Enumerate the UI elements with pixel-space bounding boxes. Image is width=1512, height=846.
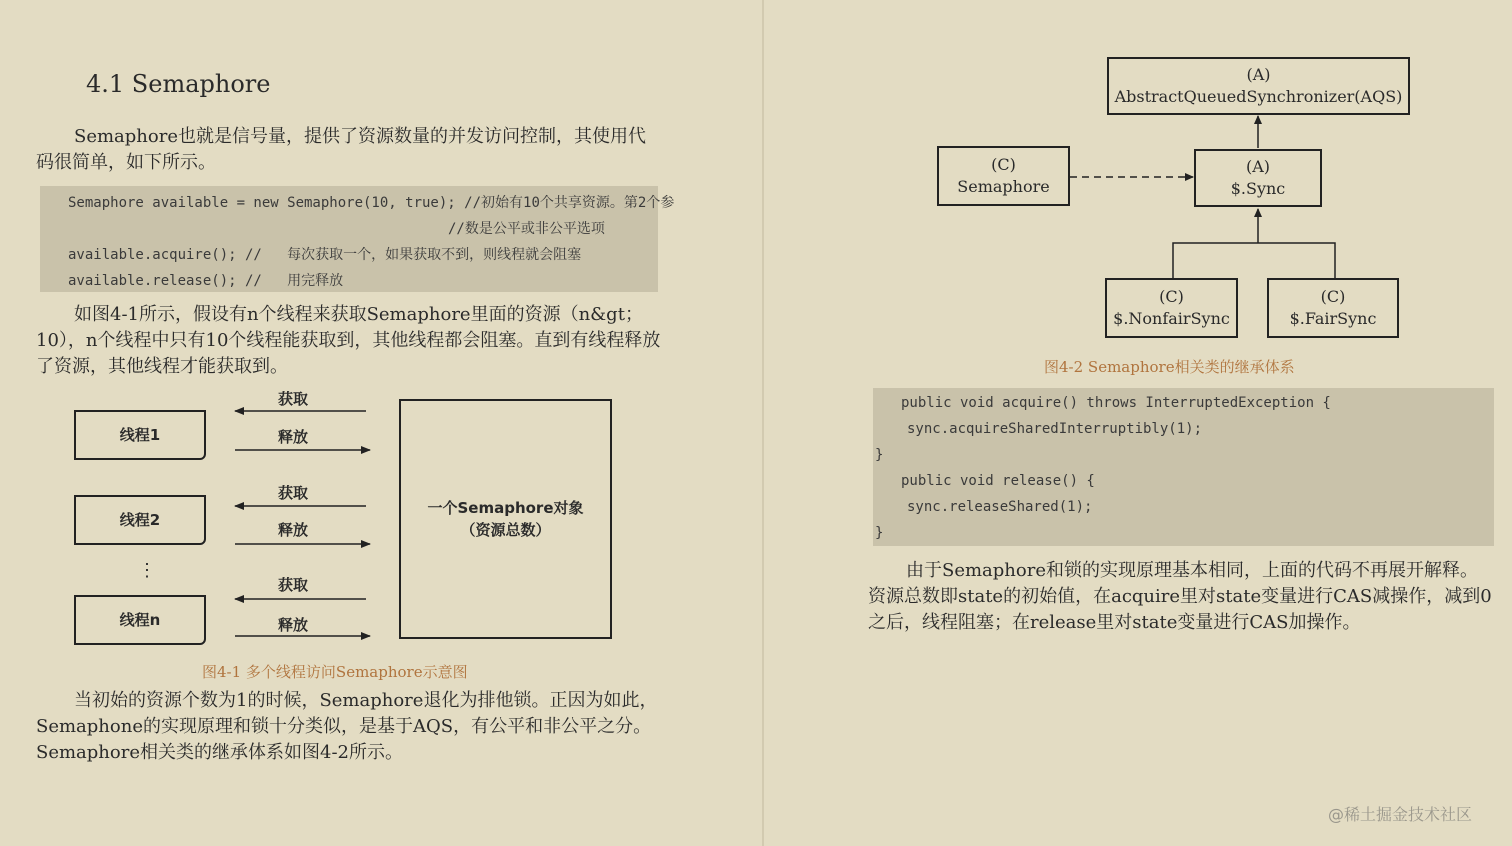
acquire-release-code bbox=[873, 388, 1494, 546]
code-text: available.release(); // bbox=[68, 273, 262, 289]
code-line-6: } bbox=[875, 525, 884, 541]
release-label-3: 释放 bbox=[278, 616, 309, 634]
thread-2-box: 线程2 bbox=[74, 495, 206, 545]
acquire-label-2: 获取 bbox=[278, 484, 309, 502]
implementation-paragraph bbox=[868, 558, 1494, 636]
code-line-4: public void release() { bbox=[901, 473, 1095, 489]
code-line-5: sync.releaseShared(1); bbox=[907, 499, 1093, 515]
code-comment: 用完释放 bbox=[287, 273, 344, 289]
implementation-text: 由于Semaphore和锁的实现原理基本相同，上面的代码不再展开解释。资源总数即state的初始值，在acquire里对state变量进行CAS减操作，减到0之后，线程阻塞；在release里对state变量进行CAS加操作。 bbox=[868, 560, 1492, 633]
acquire-label-3: 获取 bbox=[278, 576, 309, 594]
semaphore-object-label: 一个Semaphore对象 bbox=[427, 499, 584, 517]
subclass-branches bbox=[1173, 243, 1335, 278]
thread-1-box: 线程1 bbox=[74, 410, 206, 460]
code-line-2: sync.acquireSharedInterruptibly(1); bbox=[907, 421, 1203, 437]
resource-total-label: （资源总数） bbox=[460, 521, 551, 539]
watermark: @稀土掘金技术社区 bbox=[1328, 805, 1473, 824]
ellipsis-dots: ⋮ bbox=[138, 560, 156, 581]
semaphore-class-box bbox=[937, 146, 1070, 206]
code-line-3: } bbox=[875, 447, 884, 463]
figure-4-2-caption: 图4-2 Semaphore相关类的继承体系 bbox=[1044, 358, 1295, 376]
code-line-1: public void acquire() throws InterruptedException { bbox=[901, 395, 1331, 411]
semaphore-tag: (C) bbox=[991, 155, 1016, 174]
code-comment: //初始有10个共享资源。第2个参 bbox=[464, 195, 675, 211]
aqs-text: 当初始的资源个数为1的时候，Semaphore退化为排他锁。正因为如此，Semaphone的实现原理和锁十分类似，是基于AQS，有公平和非公平之分。Semaphore相关类的继承体系如图4-2所示。 bbox=[36, 690, 658, 763]
nonfairsync-name: $.NonfairSync bbox=[1113, 309, 1230, 328]
sync-class-box bbox=[1194, 149, 1322, 207]
fairsync-class-box bbox=[1267, 278, 1399, 338]
release-label-1: 释放 bbox=[278, 428, 309, 446]
aqs-name: AbstractQueuedSynchronizer(AQS) bbox=[1114, 87, 1403, 106]
threads-text: 如图4-1所示，假设有n个线程来获取Semaphore里面的资源（n&gt；10），n个线程中只有10个线程能获取到，其他线程都会阻塞。直到有线程释放了资源，其他线程才能获取到。 bbox=[36, 304, 661, 377]
figure-4-1-caption: 图4-1 多个线程访问Semaphore示意图 bbox=[202, 663, 468, 681]
aqs-class-box bbox=[1107, 57, 1410, 115]
fairsync-tag: (C) bbox=[1320, 287, 1346, 306]
code-text: Semaphore available = new Semaphore(10, true); bbox=[68, 195, 456, 211]
acquire-label-1: 获取 bbox=[278, 390, 309, 408]
code-text: available.acquire(); // bbox=[68, 247, 262, 263]
release-label-2: 释放 bbox=[278, 521, 309, 539]
code-comment: //数是公平或非公平选项 bbox=[448, 221, 605, 237]
intro-text: Semaphore也就是信号量，提供了资源数量的并发访问控制，其使用代码很简单，如下所示。 bbox=[36, 126, 646, 173]
aqs-tag: (A) bbox=[1246, 65, 1271, 84]
nonfairsync-class-box bbox=[1105, 278, 1238, 338]
sync-name: $.Sync bbox=[1230, 179, 1286, 198]
section-heading: 4.1 Semaphore bbox=[86, 70, 271, 98]
sync-tag: (A) bbox=[1245, 157, 1271, 176]
code-comment: 每次获取一个，如果获取不到，则线程就会阻塞 bbox=[287, 247, 582, 263]
fairsync-name: $.FairSync bbox=[1289, 309, 1377, 328]
nonfairsync-tag: (C) bbox=[1159, 287, 1184, 306]
semaphore-name: Semaphore bbox=[957, 177, 1050, 196]
thread-n-box: 线程n bbox=[74, 595, 206, 645]
